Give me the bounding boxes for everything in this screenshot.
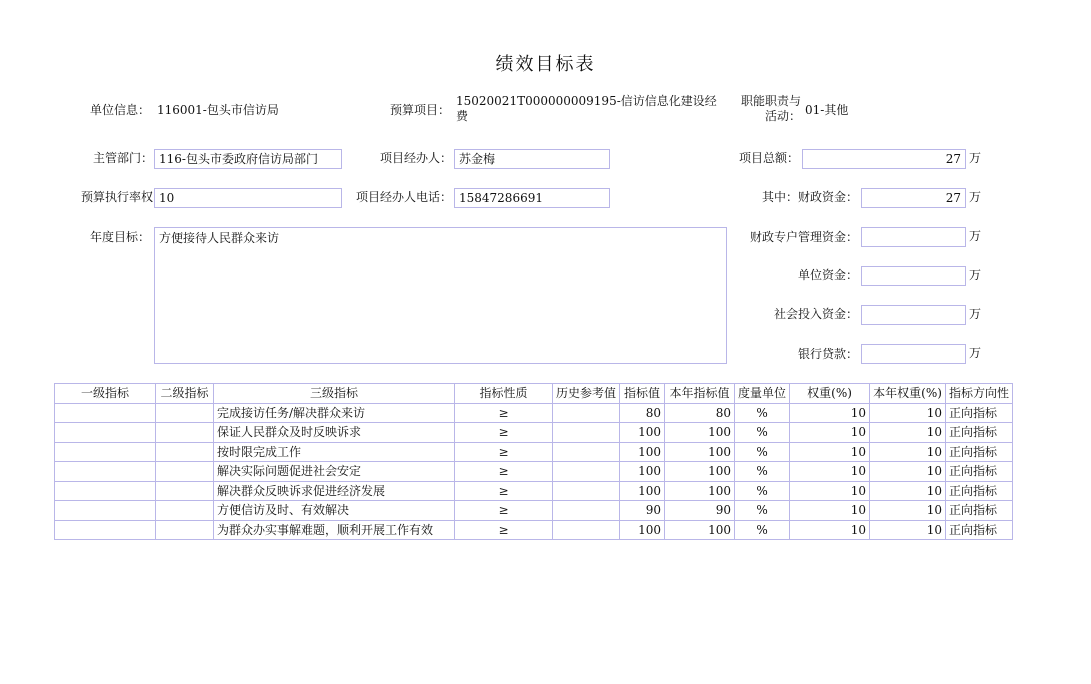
cell-value[interactable]: 100 <box>620 423 665 443</box>
cell-year-value[interactable]: 100 <box>665 423 735 443</box>
cell-year-value[interactable]: 80 <box>665 403 735 423</box>
table-row <box>55 442 1013 462</box>
cell-level3[interactable]: 保证人民群众及时反映诉求 <box>214 423 455 443</box>
cell-level2[interactable] <box>156 520 214 540</box>
table-row <box>55 423 1013 443</box>
manager-label: 项目经办人： <box>379 151 452 165</box>
cell-value[interactable]: 100 <box>620 520 665 540</box>
cell-weight[interactable]: 10 <box>790 423 870 443</box>
budget-project-value-line1: 15020021T000000009195-信访信息化建设经 <box>456 94 717 108</box>
phone-field[interactable]: 15847286691 <box>454 188 610 208</box>
budget-project-value <box>456 94 717 124</box>
table-row <box>55 520 1013 540</box>
cell-level1[interactable] <box>55 481 156 501</box>
table-row <box>55 403 1013 423</box>
special-fund-field[interactable] <box>861 227 966 247</box>
header-history: 历史参考值 <box>553 384 620 404</box>
cell-nature[interactable]: ≥ <box>455 481 553 501</box>
header-value: 指标值 <box>620 384 665 404</box>
cell-weight[interactable]: 10 <box>790 481 870 501</box>
cell-weight[interactable]: 10 <box>790 442 870 462</box>
fiscal-label: 其中：财政资金： <box>761 190 858 204</box>
cell-history[interactable] <box>553 423 620 443</box>
header-nature: 指标性质 <box>455 384 553 404</box>
social-fund-unit: 万 <box>969 307 982 321</box>
cell-direction[interactable]: 正向指标 <box>946 403 1013 423</box>
header-level3: 三级指标 <box>214 384 455 404</box>
cell-level2[interactable] <box>156 403 214 423</box>
cell-year-value[interactable]: 100 <box>665 481 735 501</box>
cell-level3[interactable]: 按时限完成工作 <box>214 442 455 462</box>
cell-weight[interactable]: 10 <box>790 403 870 423</box>
unit-info-value: 116001-包头市信访局 <box>157 103 279 117</box>
cell-direction[interactable]: 正向指标 <box>946 501 1013 521</box>
cell-level2[interactable] <box>156 481 214 501</box>
cell-nature[interactable]: ≥ <box>455 520 553 540</box>
function-value: 01-其他 <box>805 103 849 117</box>
function-label <box>730 94 801 124</box>
header-unit: 度量单位 <box>735 384 790 404</box>
cell-level1[interactable] <box>55 442 156 462</box>
cell-year-value[interactable]: 90 <box>665 501 735 521</box>
cell-year-weight[interactable]: 10 <box>870 423 946 443</box>
cell-level2[interactable] <box>156 462 214 482</box>
cell-year-weight[interactable]: 10 <box>870 403 946 423</box>
cell-unit[interactable]: % <box>735 403 790 423</box>
cell-unit[interactable]: % <box>735 501 790 521</box>
cell-year-value[interactable]: 100 <box>665 520 735 540</box>
annual-goal-textarea[interactable]: 方便接待人民群众来访 <box>154 227 727 364</box>
cell-year-value[interactable]: 100 <box>665 462 735 482</box>
exec-rate-field[interactable]: 10 <box>154 188 342 208</box>
budget-project-label: 预算项目： <box>389 103 450 117</box>
exec-rate-label: 预算执行率权 <box>80 190 153 204</box>
cell-nature[interactable]: ≥ <box>455 501 553 521</box>
cell-level2[interactable] <box>156 501 214 521</box>
cell-year-value[interactable]: 100 <box>665 442 735 462</box>
budget-project-value-line2: 费 <box>456 109 469 123</box>
cell-level1[interactable] <box>55 501 156 521</box>
cell-value[interactable]: 80 <box>620 403 665 423</box>
cell-history[interactable] <box>553 520 620 540</box>
cell-weight[interactable]: 10 <box>790 462 870 482</box>
cell-unit[interactable]: % <box>735 442 790 462</box>
unit-fund-label: 单位资金： <box>797 268 858 282</box>
cell-weight[interactable]: 10 <box>790 501 870 521</box>
special-fund-label: 财政专户管理资金： <box>749 230 858 244</box>
cell-direction[interactable]: 正向指标 <box>946 520 1013 540</box>
table-header-row <box>55 384 1013 404</box>
cell-level2[interactable] <box>156 423 214 443</box>
cell-year-weight[interactable]: 10 <box>870 442 946 462</box>
total-label: 项目总额： <box>738 151 799 165</box>
function-label-line2: 活动： <box>764 109 801 123</box>
annual-goal-label: 年度目标： <box>89 230 150 244</box>
header-year-weight: 本年权重(%) <box>870 384 946 404</box>
cell-level2[interactable] <box>156 442 214 462</box>
header-year-value: 本年指标值 <box>665 384 735 404</box>
total-field[interactable]: 27 <box>802 149 966 169</box>
cell-level1[interactable] <box>55 462 156 482</box>
indicators-table <box>54 383 1013 540</box>
bank-loan-field[interactable] <box>861 344 966 364</box>
unit-fund-unit: 万 <box>969 268 982 282</box>
cell-nature[interactable]: ≥ <box>455 423 553 443</box>
cell-history[interactable] <box>553 403 620 423</box>
dept-label: 主管部门： <box>92 151 153 165</box>
cell-direction[interactable]: 正向指标 <box>946 423 1013 443</box>
table-row <box>55 501 1013 521</box>
cell-value[interactable]: 100 <box>620 462 665 482</box>
cell-direction[interactable]: 正向指标 <box>946 481 1013 501</box>
cell-year-weight[interactable]: 10 <box>870 501 946 521</box>
cell-year-weight[interactable]: 10 <box>870 462 946 482</box>
cell-level3[interactable]: 方便信访及时、有效解决 <box>214 501 455 521</box>
header-level2: 二级指标 <box>156 384 214 404</box>
social-fund-label: 社会投入资金： <box>773 307 858 321</box>
cell-nature[interactable]: ≥ <box>455 403 553 423</box>
cell-history[interactable] <box>553 462 620 482</box>
cell-unit[interactable]: % <box>735 481 790 501</box>
cell-unit[interactable]: % <box>735 423 790 443</box>
bank-loan-unit: 万 <box>969 346 982 360</box>
unit-fund-field[interactable] <box>861 266 966 286</box>
manager-field[interactable]: 苏金梅 <box>454 149 610 169</box>
cell-unit[interactable]: % <box>735 520 790 540</box>
cell-history[interactable] <box>553 501 620 521</box>
dept-field[interactable]: 116-包头市委政府信访局部门 <box>154 149 342 169</box>
unit-info-label: 单位信息： <box>89 103 150 117</box>
header-level1: 一级指标 <box>55 384 156 404</box>
total-unit: 万 <box>969 151 982 165</box>
bank-loan-label: 银行贷款： <box>797 347 858 361</box>
cell-level1[interactable] <box>55 423 156 443</box>
page-title: 绩效目标表 <box>495 54 596 75</box>
cell-unit[interactable]: % <box>735 462 790 482</box>
cell-history[interactable] <box>553 442 620 462</box>
cell-value[interactable]: 100 <box>620 481 665 501</box>
cell-value[interactable]: 90 <box>620 501 665 521</box>
cell-year-weight[interactable]: 10 <box>870 481 946 501</box>
cell-weight[interactable]: 10 <box>790 520 870 540</box>
fiscal-field[interactable]: 27 <box>861 188 966 208</box>
cell-history[interactable] <box>553 481 620 501</box>
header-weight: 权重(%) <box>790 384 870 404</box>
table-row <box>55 462 1013 482</box>
table-row <box>55 481 1013 501</box>
phone-label: 项目经办人电话： <box>355 190 452 204</box>
function-label-line1: 职能职责与 <box>740 94 801 108</box>
special-fund-unit: 万 <box>969 229 982 243</box>
header-direction: 指标方向性 <box>946 384 1013 404</box>
cell-level3[interactable]: 为群众办实事解难题，顺利开展工作有效 <box>214 520 455 540</box>
cell-level3[interactable]: 解决实际问题促进社会安定 <box>214 462 455 482</box>
cell-year-weight[interactable]: 10 <box>870 520 946 540</box>
cell-level1[interactable] <box>55 520 156 540</box>
cell-direction[interactable]: 正向指标 <box>946 442 1013 462</box>
cell-level1[interactable] <box>55 403 156 423</box>
cell-nature[interactable]: ≥ <box>455 442 553 462</box>
cell-level3[interactable]: 解决群众反映诉求促进经济发展 <box>214 481 455 501</box>
cell-nature[interactable]: ≥ <box>455 462 553 482</box>
cell-level3[interactable]: 完成接访任务/解决群众来访 <box>214 403 455 423</box>
cell-value[interactable]: 100 <box>620 442 665 462</box>
social-fund-field[interactable] <box>861 305 966 325</box>
fiscal-unit: 万 <box>969 190 982 204</box>
cell-direction[interactable]: 正向指标 <box>946 462 1013 482</box>
